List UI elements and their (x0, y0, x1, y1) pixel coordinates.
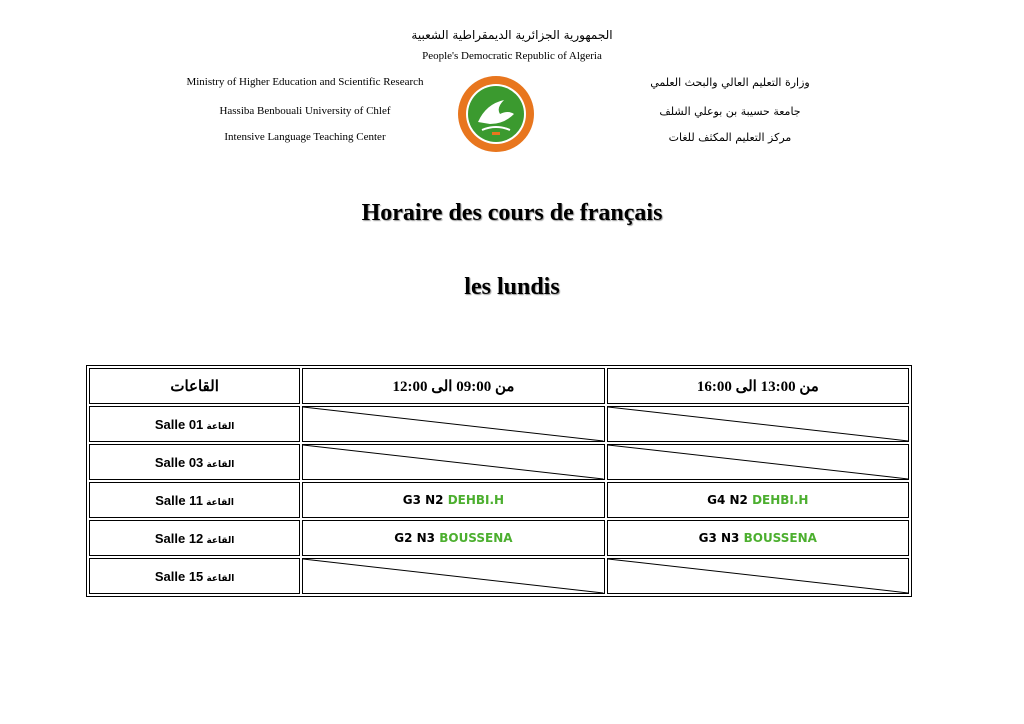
teacher-name: DEHBI.H (447, 493, 505, 507)
room-label-ar: القاعة (203, 573, 235, 584)
table-header-row (89, 368, 909, 404)
room-cell (89, 482, 300, 518)
page-subtitle: les lundis (464, 274, 560, 300)
room-cell (89, 558, 300, 594)
table-row (89, 520, 909, 556)
morning-course-cell (302, 482, 604, 518)
room-label: Salle 11 (155, 492, 203, 508)
room-label: Salle 15 (154, 568, 204, 584)
afternoon-empty-cell (607, 558, 909, 594)
header-afternoon: من 13:00 الى 16:00 (607, 368, 909, 404)
room-cell (89, 444, 300, 480)
afternoon-course-cell (607, 482, 909, 518)
page-title: Horaire des cours de français (361, 200, 663, 226)
header-rooms: القاعات (89, 368, 300, 404)
empty-slot-diagonal (608, 559, 908, 593)
morning-course-cell (302, 520, 604, 556)
group-label: G3 N3 (698, 531, 744, 545)
empty-slot-diagonal (608, 407, 908, 441)
room-cell (89, 406, 300, 442)
morning-empty-cell (302, 406, 604, 442)
empty-slot-diagonal (303, 559, 603, 593)
country-name-ar: الجمهورية الجزائرية الديمقراطية الشعبية (411, 28, 613, 42)
university-ar: جامعة حسيبة بن بوعلي الشلف (659, 105, 801, 118)
center-en: Intensive Language Teaching Center (224, 131, 386, 143)
table-row (89, 406, 909, 442)
room-label: Salle 12 (154, 530, 204, 546)
morning-empty-cell (302, 444, 604, 480)
afternoon-empty-cell (607, 406, 909, 442)
center-ar: مركز التعليم المكثف للغات (668, 131, 792, 144)
room-label-ar: القاعة (203, 535, 235, 546)
teacher-name: BOUSSENA (439, 531, 513, 545)
university-en: Hassiba Benbouali University of Chlef (219, 105, 391, 117)
room-label: Salle 01 (154, 416, 204, 432)
university-seal-icon (456, 74, 536, 154)
teacher-name: DEHBI.H (752, 493, 809, 507)
room-label-ar: القاعة (203, 459, 235, 470)
table-row (89, 444, 909, 480)
country-name-en: People's Democratic Republic of Algeria (422, 50, 602, 62)
group-label: G4 N2 (707, 493, 753, 507)
afternoon-empty-cell (607, 444, 909, 480)
afternoon-course-cell (607, 520, 909, 556)
empty-slot-diagonal (608, 445, 908, 479)
group-label: G3 N2 (402, 493, 448, 507)
schedule-table (86, 365, 912, 597)
room-label-ar: القاعة (202, 497, 235, 508)
table-row (89, 558, 909, 594)
empty-slot-diagonal (303, 407, 603, 441)
room-cell (89, 520, 300, 556)
teacher-name: BOUSSENA (743, 531, 817, 545)
ministry-ar: وزارة التعليم العالي والبحث العلمي (650, 76, 810, 89)
room-label: Salle 03 (154, 454, 204, 470)
empty-slot-diagonal (303, 445, 603, 479)
morning-empty-cell (302, 558, 604, 594)
room-label-ar: القاعة (203, 421, 235, 432)
header-morning: من 09:00 الى 12:00 (302, 368, 604, 404)
ministry-en: Ministry of Higher Education and Scientific Research (186, 76, 424, 88)
group-label: G2 N3 (394, 531, 440, 545)
table-row (89, 482, 909, 518)
